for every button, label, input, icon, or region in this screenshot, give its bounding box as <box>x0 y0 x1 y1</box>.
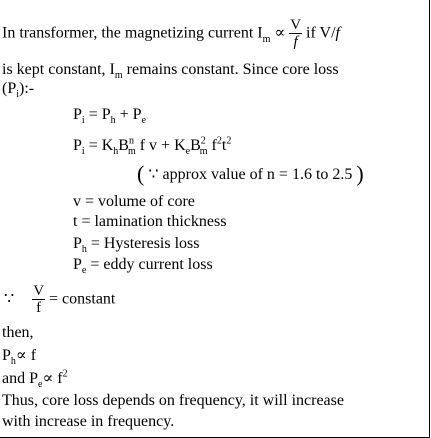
because-constant-line: ∵ $\frac{V}{f}$ = constant <box>4 283 116 316</box>
approx-n-note: ( ∵ approx value of n = 1.6 to 2.5 ) <box>137 161 364 186</box>
because-v-over-f-fraction: $\frac{V}{f}$ <box>33 283 45 316</box>
definition-t: t = lamination thickness <box>73 213 227 230</box>
intro-line-3: $(P_i):-$ <box>2 80 35 101</box>
equation-core-loss: $P_i = P_h + P_e$ <box>73 106 146 127</box>
ph-proportional-line: $P_h\propto f$ <box>2 347 37 368</box>
intro-line-2: is kept constant, $I_m$ remains constant. Since core loss <box>2 61 339 82</box>
definition-pe: $P_e$ = eddy current loss <box>73 256 213 277</box>
then-line: then, <box>2 324 34 341</box>
conclusion-line-1: Thus, core loss depends on frequency, it will increase <box>2 392 344 409</box>
equation-core-loss-expanded: $P_i = K_hB^n_m$ f $v + K_eB^2_m$ $f^2t^2$ <box>73 135 232 158</box>
conclusion-line-2: with increase in frequency. <box>2 413 175 430</box>
definition-v: v = volume of core <box>73 193 195 210</box>
pe-proportional-line: and $P_e\propto f^2$ <box>2 368 68 391</box>
intro-line-1: In transformer, the magnetizing current $I_m$ ∝ $\frac{V}{f}$ if V/f <box>2 17 340 50</box>
definition-ph: $P_h$ = Hysteresis loss <box>73 235 200 256</box>
v-over-f-fraction: $\frac{V}{f}$ <box>290 17 302 50</box>
